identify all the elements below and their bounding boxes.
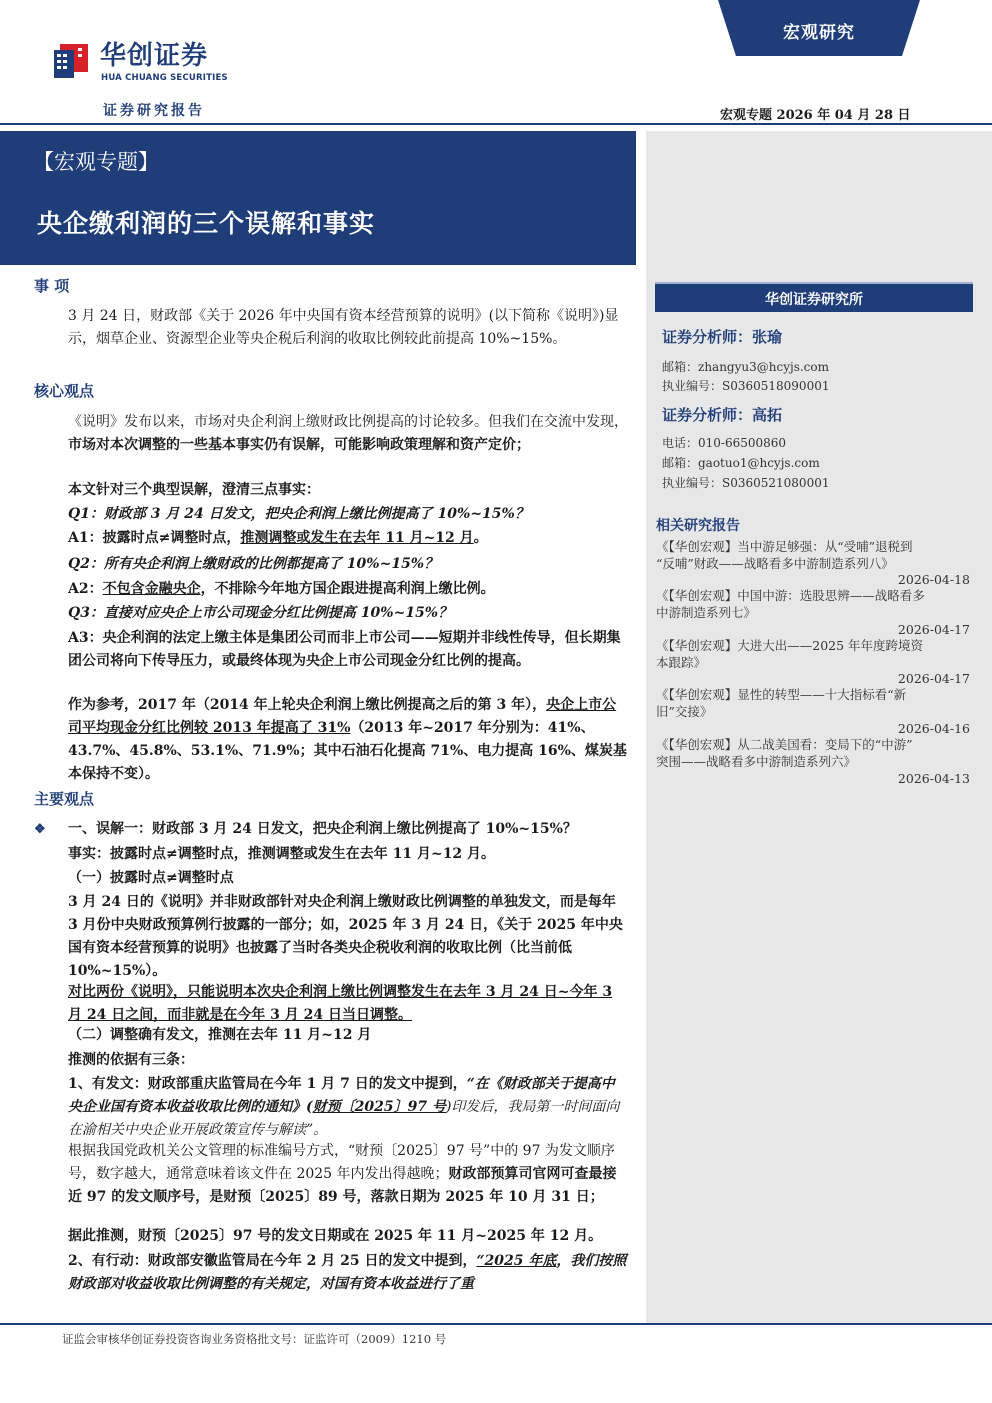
answer-text: A2： xyxy=(68,581,103,597)
basis-text: 1、有发文：财政部重庆监管局在今年 1 月 7 日的发文中提到， xyxy=(68,1076,467,1092)
basis-quote-underline: 财预〔2025〕97 号 xyxy=(312,1099,446,1115)
related-report-link[interactable] xyxy=(656,539,974,572)
question-2: Q2：所有央企利润上缴财政的比例都提高了 10%~15%？ xyxy=(68,556,439,572)
related-report-title-line: 本跟踪》 xyxy=(656,654,707,670)
related-report-date: 2026-04-18 xyxy=(897,572,970,587)
report-date: 宏观专题 2026 年 04 月 28 日 xyxy=(720,108,911,123)
related-report-link[interactable] xyxy=(656,638,974,671)
basis-quote: )印发后，我局第一时间面向在渝相关中央企业开展政策宣传与解读”。 xyxy=(68,1099,620,1138)
point-1-paragraph-2: 对比两份《说明》，只能说明本次央企利润上缴比例调整发生在去年 3 月 24 日~今年 3 月 24 日之间，而非就是在今年 3 月 24 日当日调整。 xyxy=(68,984,613,1023)
point-1-paragraph-3 xyxy=(68,1140,628,1209)
answer-text-underline: 推测调整或发生在去年 11 月~12 月 xyxy=(240,530,474,546)
basis-quote: “在《财政部关于提高中央企业国有资本收益收取比例的通知》( xyxy=(68,1076,615,1115)
related-report-date: 2026-04-16 xyxy=(897,721,970,736)
analyst-license: 执业编号：S0360518090001 xyxy=(662,379,830,393)
basis-2 xyxy=(68,1250,628,1296)
related-report-title-line: 《【华创宏观】当中游足够强：从“受哺”退税到 xyxy=(656,539,913,554)
diamond-bullet-icon: ❖ xyxy=(34,822,46,837)
subheading-2: （二）调整确有发文，推测在去年 11 月~12 月 xyxy=(68,1027,372,1043)
subheading-1: （一）披露时点≠调整时点 xyxy=(68,870,234,886)
point-1-paragraph-1: 3 月 24 日的《说明》并非财政部针对央企利润上缴财政比例调整的单独发文，而是每年 3 月份中央财政预算例行披露的一部分；如，2025 年 3 月 24 日，《关于 2025 年中央国有资本经营预算的说明》也披露了当时各类央企税收利润的收取比例（比当前低 10%~15%）。 xyxy=(68,894,623,979)
core-intro: 本文针对三个典型误解，澄清三点事实： xyxy=(68,482,320,498)
basis-quote: ，我们按照财政部对收益收取比例调整的有关规定，对国有资本收益进行了重 xyxy=(68,1253,627,1292)
related-report-title-line: 《【华创宏观】大进大出——2025 年年度跨境资 xyxy=(656,638,924,653)
section-heading-main: 主要观点 xyxy=(34,790,95,808)
reference-text: （2013 年~2017 年分别为：41%、43.7%、45.8%、53.1%、71.9%；其中石油石化提高 71%、电力提高 16%、煤炭基本保持不变）。 xyxy=(68,720,627,782)
reference-paragraph xyxy=(68,694,628,786)
basis-1 xyxy=(68,1073,628,1142)
section-tab-label: 宏观研究 xyxy=(783,23,855,43)
analyst-name: 证券分析师：张瑜 xyxy=(662,328,783,346)
basis-text: 2、有行动：财政部安徽监管局在今年 2 月 25 日的发文中提到， xyxy=(68,1253,477,1269)
answer-text-underline: 不包含金融央企 xyxy=(102,581,201,597)
footer-divider xyxy=(0,1323,992,1325)
report-category: 【宏观专题】 xyxy=(33,150,159,174)
related-report-link[interactable] xyxy=(656,737,974,770)
answer-text: A1：披露时点≠调整时点， xyxy=(68,530,241,546)
related-report-title-line: 突围——战略看多中游制造系列六》 xyxy=(656,753,857,769)
related-report-link[interactable] xyxy=(656,588,974,621)
related-report-date: 2026-04-17 xyxy=(897,622,970,637)
related-report-title-line: 《【华创宏观】中国中游：选股思辨——战略看多 xyxy=(656,588,925,603)
doc-type-label: 证券研究报告 xyxy=(103,103,205,119)
footer-license-text: 证监会审核华创证券投资咨询业务资格批文号：证监许可（2009）1210 号 xyxy=(62,1332,447,1346)
related-report-date: 2026-04-17 xyxy=(897,671,970,686)
related-report-title-line: 中游制造系列七》 xyxy=(656,604,757,620)
related-report-title-line: 《【华创宏观】显性的转型——十大指标看“新 xyxy=(656,687,907,702)
related-report-link[interactable] xyxy=(656,687,974,720)
report-title: 央企缴利润的三个误解和事实 xyxy=(37,209,376,238)
answer-1 xyxy=(68,527,628,550)
point-1-heading: 一、误解一：财政部 3 月 24 日发文，把央企利润上缴比例提高了 10%~15%？ xyxy=(68,821,577,837)
brand-name-en: HUA CHUANG SECURITIES xyxy=(101,73,228,83)
paragraph-text-emphasis: 财政部预算司官网可查最接近 97 的发文顺序号，是财预〔2025〕89 号，落款日期为 2025 年 10 月 31 日； xyxy=(68,1166,617,1205)
related-report-title-line: “反哺”财政——战略看多中游制造系列八》 xyxy=(656,555,894,571)
answer-text: ，不排除今年地方国企跟进提高利润上缴比例。 xyxy=(200,581,495,597)
company-logo-icon xyxy=(52,40,92,80)
analyst-email: 邮箱：gaotuo1@hcyjs.com xyxy=(662,456,820,470)
related-report-date: 2026-04-13 xyxy=(897,771,970,786)
event-paragraph: 3 月 24 日，财政部《关于 2026 年中央国有资本经营预算的说明》(以下简称《说明》)显示，烟草企业、资源型企业等央企税后利润的收取比例较此前提高 10%~15%。 xyxy=(68,308,619,347)
section-heading-core: 核心观点 xyxy=(34,382,95,400)
section-heading-event: 事 项 xyxy=(34,277,70,295)
point-1-conclusion: 据此推测，财预〔2025〕97 号的发文日期或在 2025 年 11 月~2025 年 12 月。 xyxy=(68,1228,603,1244)
related-report-title-line: 旧”交接》 xyxy=(656,703,713,719)
reference-text-underline: 央企上市公司平均现金分红比例较 2013 年提高了 31% xyxy=(68,697,617,736)
core-text-emphasis: 市场对本次调整的一些基本事实仍有误解，可能影响政策理解和资产定价； xyxy=(68,437,530,453)
answer-3: A3：央企利润的法定上缴主体是集团公司而非上市公司——短期并非线性传导，但长期集团公司将向下传导压力，或最终体现为央企上市公司现金分红比例的提高。 xyxy=(68,630,621,669)
question-1: Q1：财政部 3 月 24 日发文，把央企利润上缴比例提高了 10%~15%？ xyxy=(68,506,529,522)
related-reports-heading: 相关研究报告 xyxy=(656,518,740,534)
analyst-phone: 电话：010-66500860 xyxy=(662,436,787,450)
basis-quote-underline: “2025 年底 xyxy=(476,1253,557,1269)
institute-name: 华创证券研究所 xyxy=(765,292,863,308)
brand-name-cn: 华创证券 xyxy=(100,41,209,71)
header-divider xyxy=(0,123,992,125)
analyst-email: 邮箱：zhangyu3@hcyjs.com xyxy=(662,360,830,374)
answer-text: 。 xyxy=(473,530,488,546)
analyst-name: 证券分析师：高拓 xyxy=(662,406,783,424)
analyst-license: 执业编号：S0360521080001 xyxy=(662,476,830,490)
paragraph-text: 根据我国党政机关公文管理的标准编号方式，“财预〔2025〕97 号”中的 97 为发文顺序号，数字越大，通常意味着该文件在 2025 年内发出得越晚； xyxy=(68,1143,615,1182)
related-report-title-line: 《【华创宏观】从二战美国看：变局下的“中游” xyxy=(656,737,913,752)
core-paragraph xyxy=(68,411,628,457)
basis-intro: 推测的依据有三条： xyxy=(68,1052,194,1068)
core-text: 《说明》发布以来，市场对央企利润上缴财政比例提高的讨论较多。但我们在交流中发现， xyxy=(68,414,628,430)
point-1-fact: 事实：披露时点≠调整时点，推测调整或发生在去年 11 月~12 月。 xyxy=(68,846,496,862)
answer-2 xyxy=(68,578,628,601)
reference-text: 作为参考，2017 年（2014 年上轮央企利润上缴比例提高之后的第 3 年）， xyxy=(68,697,547,713)
question-3: Q3：直接对应央企上市公司现金分红比例提高 10%~15%？ xyxy=(68,605,453,621)
